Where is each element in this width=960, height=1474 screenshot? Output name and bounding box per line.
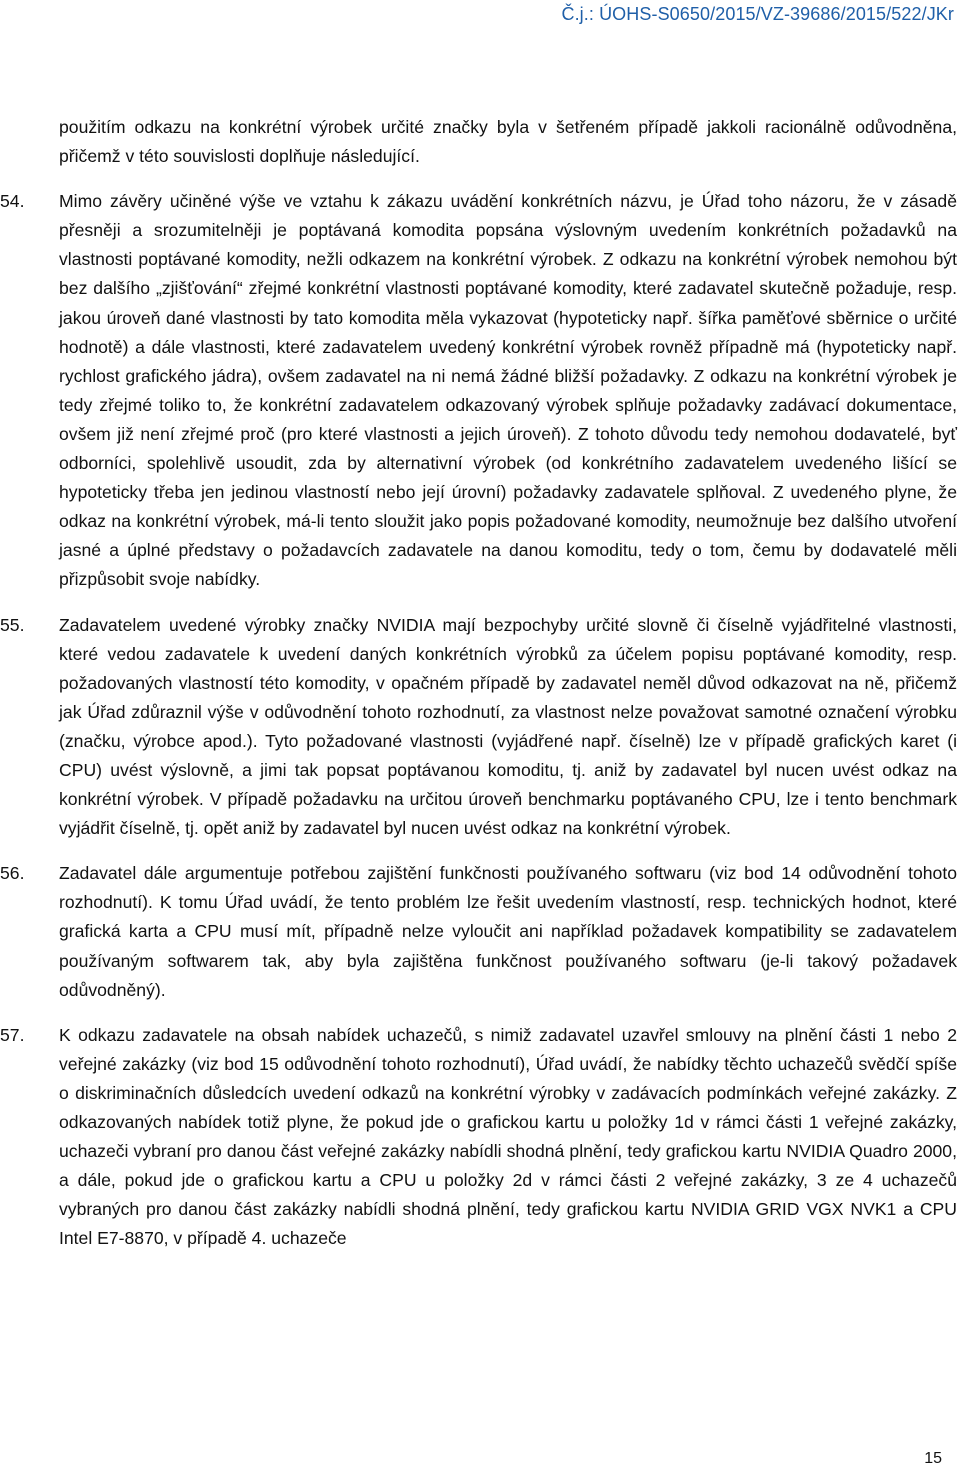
document-body	[0, 113, 957, 1253]
paragraph-54	[0, 187, 957, 594]
paragraph-text: Zadavatel dále argumentuje potřebou zajištění funkčnosti používaného softwaru (viz bod 14 odůvodnění tohoto rozhodnutí). K tomu Úřad uvádí, že tento problém lze řešit uvedením vlastností, resp. technických hodnot, které grafická karta a CPU musí mít, případně nelze vyloučit ani například požadavek kompatibility se zadavatelem používaným softwarem tak, aby byla zajištěna funkčnost používaného softwaru (je-li takový požadavek odůvodněný).	[59, 863, 957, 1000]
paragraph-number: 54.	[0, 191, 25, 212]
paragraph-number: 57.	[0, 1024, 25, 1045]
paragraph-number: 56.	[0, 863, 25, 884]
paragraph-56	[0, 859, 957, 1004]
paragraph-text: Zadavatelem uvedené výrobky značky NVIDIA mají bezpochyby určité slovně či číselně vyjádřitelné vlastnosti, které vedou zadavatele k uvedení daných konkrétních výrobků za účelem popisu poptávané komodity, resp. požadovaných vlastností této komodity, v opačném případě by zadavatel neměl důvod odkazovat na ně, přičemž jak Úřad zdůraznil výše v odůvodnění tohoto rozhodnutí, za vlastnost nelze považovat samotné označení výrobku (značku, výrobce apod.). Tyto požadované vlastnosti (vyjádřené např. číselně) lze v případě grafických karet (i CPU) uvést výslovně, a jimi tak popsat poptávanou komoditu, tj. aniž by zadavatel byl nucen uvést odkaz na konkrétní výrobek. V případě požadavku na určitou úroveň benchmarku poptávaného CPU, lze i tento benchmark vyjádřit číselně, tj. opět aniž by zadavatel byl nucen uvést odkaz na konkrétní výrobek.	[59, 614, 957, 839]
paragraph-number: 55.	[0, 614, 25, 635]
page-number: 15	[924, 1450, 942, 1467]
paragraph-text: K odkazu zadavatele na obsah nabídek uchazečů, s nimiž zadavatel uzavřel smlouvy na plnění části 1 nebo 2 veřejné zakázky (viz bod 15 odůvodnění tohoto rozhodnutí), Úřad uvádí, že nabídky těchto uchazečů svědčí spíše o diskriminačních důsledcích uvedení odkazů na konkrétní výrobky v zadávacích podmínkách veřejné zakázky. Z odkazovaných nabídek totiž plyne, že pokud jde o grafickou kartu u položky 1d v rámci části 1 veřejné zakázky, uchazeči vybraní pro danou část veřejné zakázky nabídli shodná plnění, tedy grafickou kartu NVIDIA Quadro 2000, a dále, pokud jde o grafickou kartu a CPU u položky 2d v rámci části 2 veřejné zakázky, 3 ze 4 uchazečů vybraných pro danou část zakázky nabídli shodná plnění, tedy grafickou kartu NVIDIA GRID VGX NVK1 a CPU Intel E7-8870, v případě 4. uchazeče	[59, 1024, 957, 1249]
paragraph-text: Mimo závěry učiněné výše ve vztahu k zákazu uvádění konkrétních názvu, je Úřad toho názoru, že v zásadě přesněji a srozumitelněji je poptávaná komodita popsána výslovným uvedením konkrétních požadavků na vlastnosti poptávané komodity, nežli odkazem na konkrétní výrobek. Z odkazu na konkrétní výrobek nemohou být bez dalšího „zjišťování“ zřejmé konkrétní vlastnosti poptávané komodity, které zadavatel skutečně požaduje, resp. jakou úroveň dané vlastnosti by tato komodita měla vykazovat (hypoteticky např. šířka paměťové sběrnice o určité hodnotě) a dále vlastnosti, které zadavatelem uvedený konkrétní výrobek rovněž případně má (hypoteticky např. rychlost grafického jádra), ovšem zadavatel na ni nemá žádné bližší požadavky. Z odkazu na konkrétní výrobek je tedy zřejmé toliko to, že konkrétní zadavatelem odkazovaný výrobek splňuje požadavky zadávací dokumentace, ovšem již není zřejmé proč (pro které vlastnosti a jejich úroveň). Z tohoto důvodu tedy nemohou dodavatelé, byť odborníci, spolehlivě usoudit, zda by alternativní výrobek (od konkrétního zadavatelem uvedeného lišící se hypoteticky třeba jen jedinou vlastností nebo její úrovní) požadavky zadavatele splňoval. Z uvedeného plyne, že odkaz na konkrétní výrobek, má-li tento sloužit jako popis požadované komodity, neumožnuje bez dalšího utvoření jasné a úplné představy o požadavcích zadavatele na danou komoditu, tedy o tom, čemu by dodavatelé měli přizpůsobit svoje nabídky.	[59, 191, 957, 590]
document-reference: Č.j.: ÚOHS-S0650/2015/VZ-39686/2015/522/JKr	[561, 4, 954, 24]
paragraph-55	[0, 611, 957, 844]
paragraph-continuation: použitím odkazu na konkrétní výrobek určité značky byla v šetřeném případě jakkoli racionálně odůvodněna, přičemž v této souvislosti doplňuje následující.	[59, 117, 957, 167]
paragraph-57	[0, 1021, 957, 1254]
